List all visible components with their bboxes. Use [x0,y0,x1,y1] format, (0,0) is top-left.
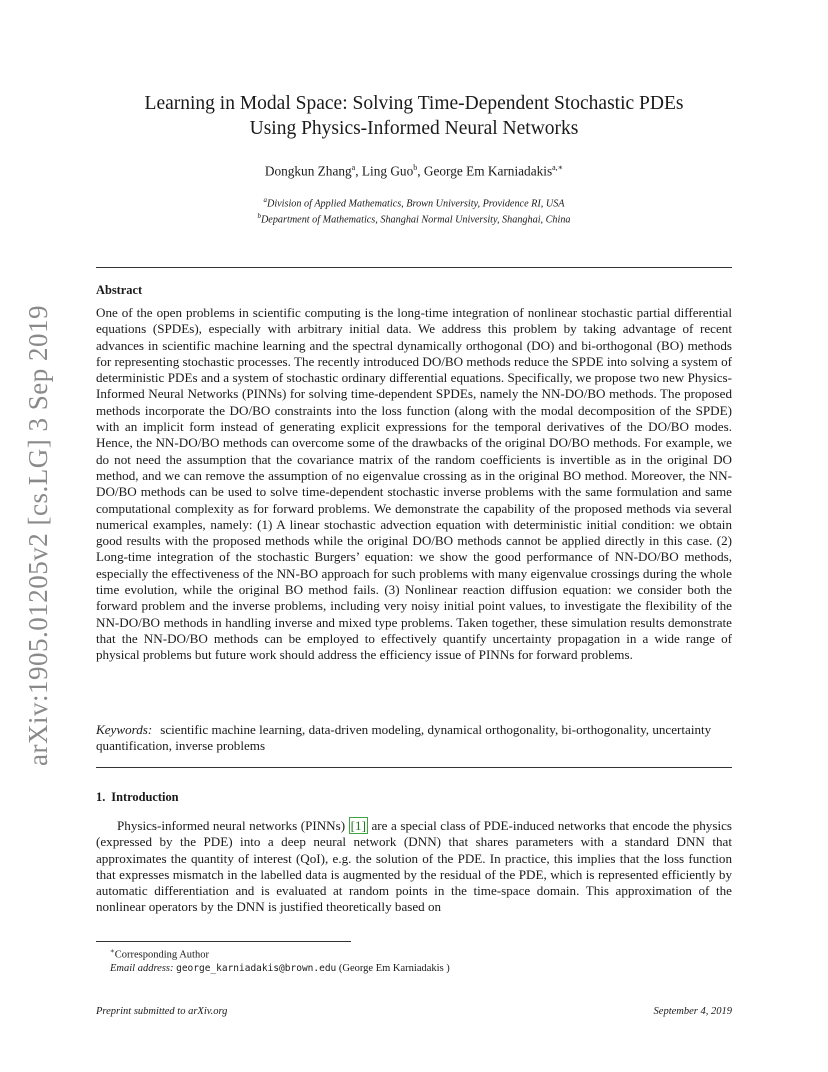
author-name: George Em Karniadakis [423,163,553,179]
section-heading-introduction [96,790,179,805]
affiliation-text: Division of Applied Mathematics, Brown University, Providence RI, USA [266,198,565,210]
footnote [110,945,450,976]
affiliation [96,210,732,226]
abstract-heading: Abstract [96,283,143,297]
footer-preprint-note: Preprint submitted to arXiv.org [96,1006,228,1017]
title-line-1: Learning in Modal Space: Solving Time-Dependent Stochastic PDEs [144,93,684,114]
footnote-corresponding [110,945,450,962]
abstract-text: One of the open problems in scientific computing is the long-time integration of nonlinear stochastic partial differential equations (SPDEs), especially with arbitrary initial data. We address this problem by taking advantage of recent advances in scientific machine learning and the spectral dynamically orthogonal (DO) and bi-orthogonal (BO) methods for representing stochastic processes. The recently introduced DO/BO methods reduce the SPDE into solving a system of deterministic PDEs and a system of stochastic ordinary differential equations. Specifically, we propose two new Physics-Informed Neural Networks (PINNs) for solving time-dependent SPDEs, namely the NN-DO/BO methods. The proposed methods incorporate the DO/BO constraints into the loss function (along with the modal decomposition of the SPDE) with an implicit form instead of generating explicit expressions for the temporal derivatives of the DO/BO modes. Hence, the NN-DO/BO methods can overcome some of the drawbacks of the original DO/BO methods. For example, we do not need the assumption that the covariance matrix of the random coefficients is invertible as in the original DO method, and we can remove the assumption of no eigenvalue crossing as in the original BO method. Moreover, the NN-DO/BO methods can be used to solve time-dependent stochastic inverse problems with the same formulation and same computational complexity as for forward problems. We demonstrate the capability of the proposed methods via several numerical examples, namely: (1) A linear stochastic advection equation with deterministic initial condition: we obtain good results with the proposed methods while the original DO/BO methods cannot be applied directly in this case. (2) Long-time integration of the stochastic Burgers’ equation: we show the good performance of NN-DO/BO methods, especially the effectiveness of the NN-BO approach for such problems with many eigenvalue crossings during the whole time evolution, while the original BO method fails. (3) Nonlinear reaction diffusion equation: we consider both the forward problem and the inverse problems, including very noisy initial point values, to investigate the flexibility of the NN-DO/BO methods in handling inverse and mixed type problems. Taken together, these simulation results demonstrate that the NN-DO/BO methods can be employed to effectively quantify uncertainty propagation in a wide range of physical problems but future work should address the efficiency issue of PINNs for forward problems. [96,305,732,663]
author-mark: a,∗ [552,163,564,172]
abstract-top-rule [96,267,732,268]
abstract-bottom-rule [96,767,732,768]
footnote-corresponding-text: Corresponding Author [114,949,209,961]
affiliation-mark: b [257,212,261,221]
author-name: Dongkun Zhang [264,163,352,179]
title-line-2: Using Physics-Informed Neural Networks [249,118,579,139]
intro-text-rest: are a special class of PDE-induced networks that encode the physics (expressed by the PDE) into a deep neural network (DNN) that shares parameters with a standard DNN that approximates the quantity of interest (QoI), e.g. the solution of the PDE. In practice, this implies that the loss function that expresses mismatch in the labelled data is augmented by the residual of the PDE, which is represented efficiently by automatic differentiation and is evaluated at random points in the time-space domain. This approximation of the nonlinear operators by the DNN is justified theoretically based on [96,818,732,915]
keywords-label: Keywords: [96,722,153,737]
footnote-email[interactable]: george_karniadakis@brown.edu [176,963,337,974]
footnote-rule [96,941,351,942]
arxiv-identifier: arXiv:1905.01205v2 [cs.LG] 3 Sep 2019 [22,304,53,766]
arxiv-identifier-sidebar [8,295,68,775]
author-list [96,163,732,179]
affiliation-list [96,194,732,227]
author-separator: , [417,163,424,179]
intro-text-start: Physics-informed neural networks (PINNs) [117,818,349,833]
keywords [96,722,732,755]
paper-title [96,91,732,141]
affiliation-mark: a [263,196,267,204]
citation-link[interactable]: [1] [350,818,366,833]
footnote-mark: ∗ [110,947,115,955]
author-mark: b [413,163,418,172]
author-name: Ling Guo [361,163,414,179]
footnote-email-label: Email address: [110,963,174,974]
section-title: Introduction [111,790,179,804]
introduction-paragraph [96,818,732,916]
footer-date: September 4, 2019 [653,1006,732,1017]
footnote-email-owner: (George Em Karniadakis ) [338,963,450,974]
author-mark: a [351,163,356,172]
author-separator: , [355,163,362,179]
keywords-text: scientific machine learning, data-driven modeling, dynamical orthogonality, bi-orthogonality, uncertainty quantification, inverse problems [96,722,712,754]
footnote-email-line [110,962,450,976]
affiliation [96,194,732,210]
affiliation-text: Department of Mathematics, Shanghai Normal University, Shanghai, China [260,214,571,226]
section-number: 1. [96,790,106,804]
